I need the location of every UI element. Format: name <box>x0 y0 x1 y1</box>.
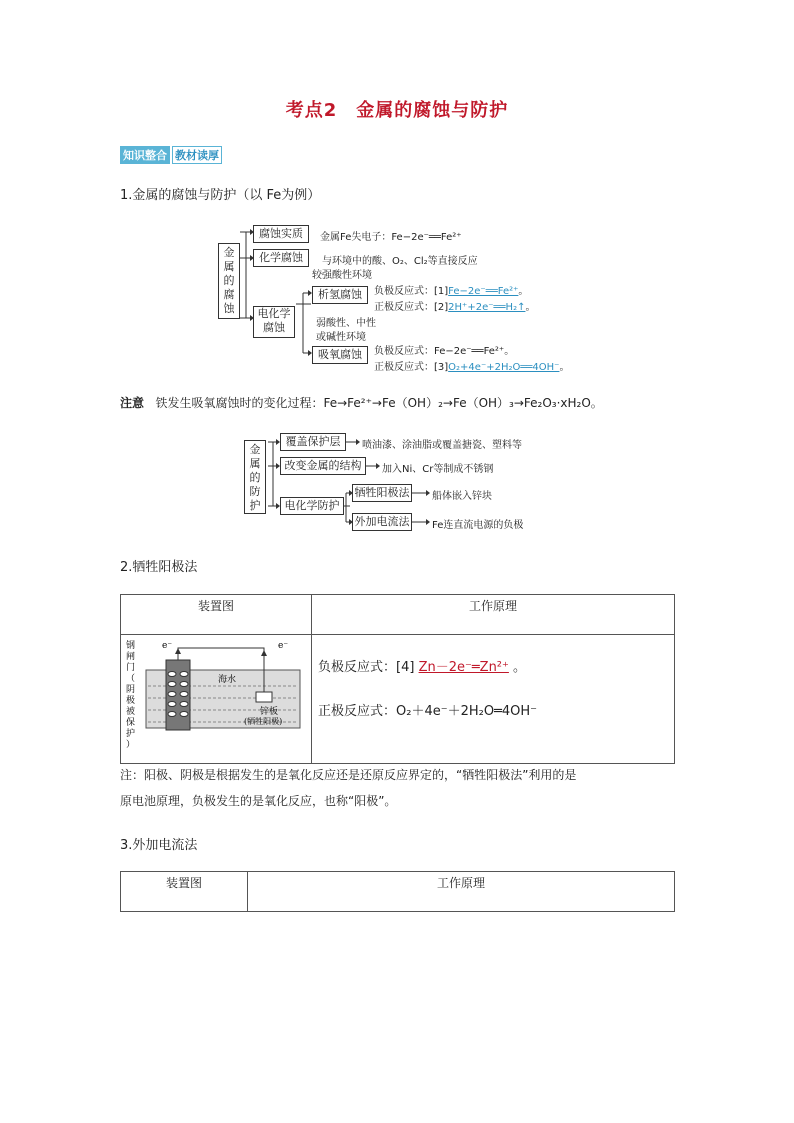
sacrificial-table <box>120 594 675 764</box>
cond-alkaline: 或碱性环境 <box>316 332 366 343</box>
tag-right: 教材读厚 <box>172 146 222 164</box>
coat-desc: 喷油漆、涂油脂或覆盖搪瓷、塑料等 <box>362 440 522 451</box>
section2-heading: 2.牺牲阳极法 <box>120 560 198 575</box>
note2-line1: 注：阳极、阴极是根据发生的是氧化反应还是还原反应界定的，“牺牲阳极法”利用的是 <box>120 768 577 782</box>
hydrogen-box: 析氢腐蚀 <box>312 286 368 304</box>
protect-arrows-mid <box>360 454 390 484</box>
current-box: 外加电流法 <box>352 513 412 531</box>
e-left-label: e⁻ <box>162 641 173 651</box>
sacrificial-desc: 船体嵌入锌块 <box>432 491 492 502</box>
tag-left: 知识整合 <box>120 146 170 164</box>
section1-heading: 1.金属的腐蚀与防护（以 Fe为例） <box>120 188 321 203</box>
col-device: 装置图 <box>121 595 312 635</box>
cond-strong-acid: 较强酸性环境 <box>312 270 372 281</box>
sacrificial-neg: 负极反应式：[4] Zn－2e⁻═Zn²⁺ 。 <box>318 660 527 675</box>
col-principle: 工作原理 <box>312 595 675 635</box>
sacrificial-diagram <box>122 636 308 762</box>
protect-arrows <box>410 484 434 532</box>
e-right-label: e⁻ <box>278 641 289 651</box>
current-table <box>120 871 675 912</box>
essence-desc: 金属Fe失电子：Fe−2e⁻══Fe²⁺ <box>320 232 462 243</box>
note-text: 铁发生吸氧腐蚀时的变化过程：Fe→Fe²⁺→Fe（OH）₂→Fe（OH）₃→Fe₂O₃·xH₂O。 <box>155 396 603 410</box>
hydrogen-pos: 正极反应式：[2]2H⁺+2e⁻══H₂↑。 <box>374 302 536 313</box>
note-rust <box>120 394 603 411</box>
protect-root-box: 金属的防护 <box>244 440 266 514</box>
principle-cell <box>312 635 675 764</box>
current-desc: Fe连直流电源的负极 <box>432 520 524 531</box>
chemical-box: 化学腐蚀 <box>253 249 309 267</box>
oxygen-neg: 负极反应式：Fe−2e⁻══Fe²⁺。 <box>374 346 515 357</box>
electro-box: 电化学腐蚀 <box>253 306 295 338</box>
section3-heading: 3.外加电流法 <box>120 838 198 853</box>
cond-weak-acid: 弱酸性、中性 <box>316 318 376 329</box>
electro-protect-box: 电化学防护 <box>280 497 344 515</box>
sacrificial-neg-answer: Zn－2e⁻═Zn²⁺ <box>418 660 509 675</box>
zinc-sub-label: (牺牲阳极) <box>244 717 283 726</box>
oxygen-pos: 正极反应式：[3]O₂+4e⁻+2H₂O══4OH⁻。 <box>374 362 570 373</box>
hydrogen-pos-answer: 2H⁺+2e⁻══H₂↑ <box>448 302 526 313</box>
gate-label: 钢闸门（阴极被保护） <box>126 641 136 750</box>
page-title: 考点2 金属的腐蚀与防护 <box>285 100 509 121</box>
zinc-label: 锌板 <box>260 707 279 717</box>
corrosion-root-box: 金属的腐蚀 <box>218 243 240 319</box>
sacrificial-box: 牺牲阳极法 <box>352 484 412 502</box>
oxygen-box: 吸氧腐蚀 <box>312 346 368 364</box>
sea-label: 海水 <box>218 675 237 685</box>
note2-line2: 原电池原理，负极发生的是氧化反应，也称“阳极”。 <box>120 794 397 808</box>
structure-desc: 加入Ni、Cr等制成不锈钢 <box>382 464 494 475</box>
structure-box: 改变金属的结构 <box>280 457 366 475</box>
coat-box: 覆盖保护层 <box>280 433 346 451</box>
device-cell <box>121 635 312 764</box>
essence-box: 腐蚀实质 <box>253 225 309 243</box>
note-label: 注意 <box>120 396 145 410</box>
section-tag <box>120 146 222 164</box>
hydrogen-neg: 负极反应式：[1]Fe−2e⁻══Fe²⁺。 <box>374 286 529 297</box>
hydrogen-neg-answer: Fe−2e⁻══Fe²⁺ <box>448 286 519 297</box>
current-col-principle: 工作原理 <box>248 872 675 912</box>
sacrificial-pos: 正极反应式：O₂＋4e⁻＋2H₂O═4OH⁻ <box>318 704 538 719</box>
current-col-device: 装置图 <box>121 872 248 912</box>
oxygen-pos-answer: O₂+4e⁻+2H₂O══4OH⁻ <box>448 362 560 373</box>
chemical-desc: 与环境中的酸、O₂、Cl₂等直接反应 <box>322 256 478 267</box>
